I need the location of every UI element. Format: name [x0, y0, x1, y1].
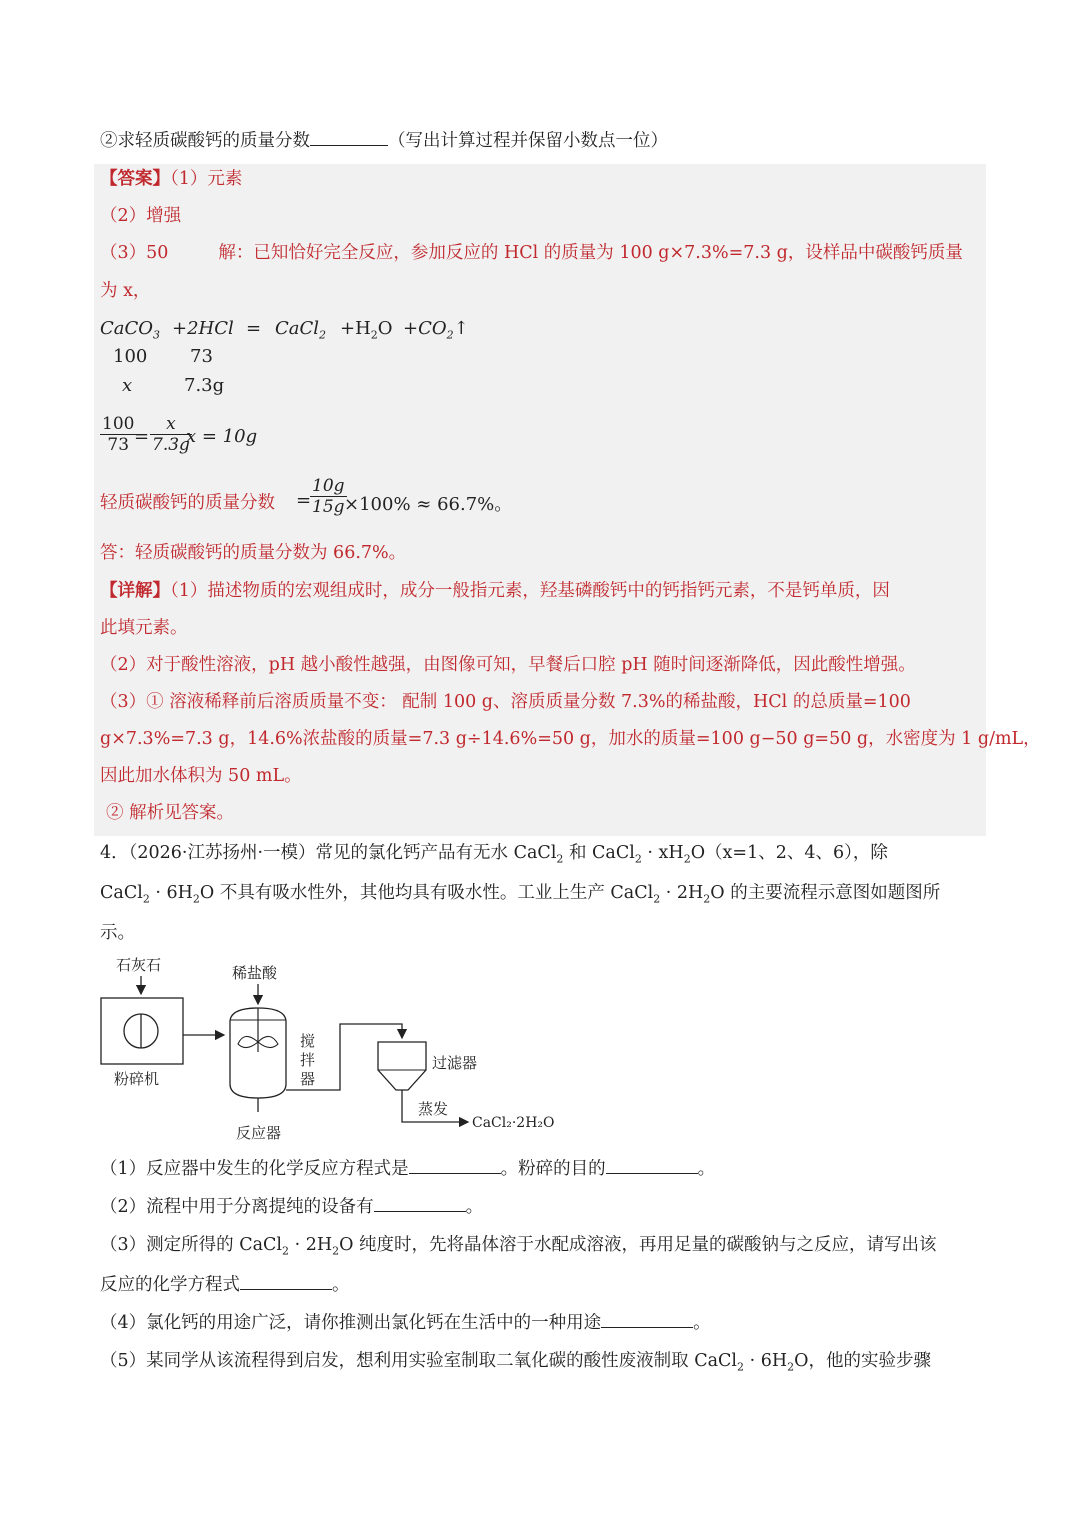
- q4-text: · 2H: [660, 883, 704, 903]
- sub-question-2: [100, 1194, 483, 1220]
- sub-question-3: [100, 1232, 937, 1265]
- answer-blank: [240, 1273, 332, 1290]
- label-limestone: 石灰石: [116, 956, 162, 974]
- eq-equals: =: [246, 318, 262, 339]
- sub-question-text: 。粉碎的目的: [500, 1159, 606, 1179]
- sub-question-text: （2）流程中用于分离提纯的设备有: [100, 1197, 374, 1217]
- answer-1: （1）元素: [170, 169, 243, 189]
- sub-question-text: （4）氯化钙的用途广泛，请你推测出氯化钙在生活中的一种用途: [100, 1313, 602, 1333]
- answer-line-3b: 为 x，: [100, 281, 151, 301]
- sub-question-text: O，他的实验步骤: [794, 1351, 931, 1371]
- eq-caco3-text: CaCO: [100, 318, 154, 339]
- answer-line-3: [100, 240, 963, 266]
- fraction-mass: [310, 476, 347, 517]
- subscript: 2: [282, 1244, 290, 1258]
- sub-question-text: · 2H: [289, 1235, 333, 1255]
- sub-question-text: 反应的化学方程式: [100, 1275, 240, 1295]
- label-stir-2: 拌: [300, 1051, 316, 1069]
- q4-text: O 不具有吸水性外，其他均具有吸水性。工业上生产 CaCl: [199, 883, 654, 903]
- mass-result: ×100% ≈ 66.7%。: [344, 494, 513, 515]
- q4-text: 4．（2026·江苏扬州·一模）常见的氯化钙产品有无水 CaCl: [100, 843, 557, 863]
- question-part2-note: （写出计算过程并保留小数点一位）: [388, 131, 668, 151]
- eq-h2o: $+H_2O$: [340, 318, 393, 342]
- q4-text: 和 CaCl: [563, 843, 635, 863]
- subscript: 2: [332, 1244, 340, 1258]
- question-part2: [100, 128, 668, 154]
- frac-result: x = 10g: [186, 426, 258, 447]
- label-filter: 过滤器: [432, 1054, 478, 1072]
- eq-h2o-tail: O: [377, 318, 393, 339]
- subscript: 2: [703, 892, 711, 906]
- detail-line-4: ② 解析见答案。: [106, 803, 235, 823]
- var-73g: 7.3g: [184, 375, 225, 396]
- eq-caco3: CaCO$_3$: [100, 318, 161, 342]
- sub-question-text: （5）某同学从该流程得到启发，想利用实验室制取二氧化碳的酸性废液制取 CaCl: [100, 1351, 738, 1371]
- mol-73: 73: [190, 346, 213, 367]
- sub-question-text: 。: [697, 1159, 716, 1179]
- eq-arrow: ↑: [453, 318, 469, 339]
- sub-question-text: 。: [465, 1197, 484, 1217]
- subscript: 2: [634, 852, 642, 866]
- label-evaporate: 蒸发: [418, 1100, 449, 1118]
- fraction-num: x: [150, 414, 192, 435]
- eq-co2-text: +CO: [403, 318, 447, 339]
- q4-text: · xH: [641, 843, 684, 863]
- subscript: 2: [683, 852, 691, 866]
- sub-question-5: [100, 1348, 931, 1381]
- subscript: 2: [737, 1360, 745, 1374]
- process-flow-diagram: [96, 952, 616, 1152]
- q4-line-1: [100, 840, 888, 873]
- eq-cacl2-text: CaCl: [275, 318, 320, 339]
- label-reactor: 反应器: [236, 1124, 282, 1142]
- q4-text: CaCl: [100, 883, 143, 903]
- mol-100: 100: [113, 346, 148, 367]
- fraction-den: 73: [107, 435, 130, 455]
- subscript: 2: [556, 852, 564, 866]
- filter-funnel: [378, 1042, 426, 1090]
- final-answer: 答：轻质碳酸钙的质量分数为 66.7%。: [100, 543, 407, 563]
- detail-line-2: （2）对于酸性溶液，pH 越小酸性越强，由图像可知，早餐后口腔 pH 随时间逐渐降低，因此酸性增强。: [100, 655, 916, 675]
- frac-equals: =: [134, 426, 150, 447]
- crusher-box: [101, 998, 183, 1064]
- detail-line-3c: 因此加水体积为 50 mL。: [100, 766, 302, 786]
- answer-blank: [606, 1157, 698, 1174]
- label-stir-3: 器: [300, 1070, 316, 1088]
- question-part2-text: ②求轻质碳酸钙的质量分数: [100, 131, 310, 151]
- subscript: 2: [192, 892, 200, 906]
- q4-text: O 的主要流程示意图如题图所: [710, 883, 941, 903]
- answer-blank: [374, 1195, 466, 1212]
- detail-tag: 【详解】: [100, 581, 170, 601]
- sub-question-text: （3）测定所得的 CaCl: [100, 1235, 283, 1255]
- label-crusher: 粉碎机: [114, 1070, 160, 1088]
- answer-blank: [310, 129, 388, 146]
- eq-co2: $+CO_2↑$: [403, 318, 469, 342]
- eq-h2o-text: +H: [340, 318, 371, 339]
- sub-question-text: O 纯度时，先将晶体溶于水配成溶液，再用足量的碳酸钠与之反应，请写出该: [339, 1235, 937, 1255]
- answer-3-text: 解：已知恰好完全反应，参加反应的 HCl 的质量为 100 g×7.3%=7.3 g，设样品中碳酸钙质量: [218, 243, 963, 263]
- eq-cacl2: CaCl$_2$: [275, 318, 327, 342]
- answer-blank: [601, 1311, 693, 1328]
- q4-line-3: 示。: [100, 923, 135, 943]
- q4-line-2: [100, 880, 940, 913]
- q4-text: O（x=1、2、4、6），除: [690, 843, 888, 863]
- sub-question-1: [100, 1156, 715, 1182]
- eq-hcl: +2HCl: [172, 318, 234, 339]
- answer-blank: [409, 1157, 501, 1174]
- label-stir-1: 搅: [300, 1032, 316, 1050]
- subscript: 2: [142, 892, 150, 906]
- mass-equals: =: [296, 490, 312, 511]
- sub-question-text: · 6H: [744, 1351, 788, 1371]
- fraction-den: 7.3g: [152, 435, 190, 455]
- answer-line-1: [100, 166, 242, 192]
- fraction-den: 15g: [312, 497, 345, 517]
- fraction-num: 100: [102, 414, 135, 434]
- subscript: 2: [653, 892, 661, 906]
- mass-label: 轻质碳酸钙的质量分数: [100, 493, 275, 513]
- label-product: CaCl₂·2H₂O: [472, 1115, 555, 1131]
- var-x: x: [122, 375, 133, 396]
- sub-question-text: 。: [693, 1313, 711, 1333]
- q4-text: · 6H: [149, 883, 193, 903]
- sub-question-text: （1）反应器中发生的化学反应方程式是: [100, 1159, 409, 1179]
- sub-question-text: 。: [332, 1275, 350, 1295]
- detail-1: （1）描述物质的宏观组成时，成分一般指元素，羟基磷酸钙中的钙指钙元素，不是钙单质，因: [170, 581, 890, 601]
- detail-line-1b: 此填元素。: [100, 618, 188, 638]
- fraction-100-73: [100, 414, 136, 455]
- sub-question-3b: [100, 1272, 350, 1298]
- answer-3-num: （3）50: [100, 243, 169, 263]
- detail-line-1: [100, 578, 890, 604]
- detail-line-3: （3）① 溶液稀释前后溶质质量不变： 配制 100 g、溶质质量分数 7.3%的稀盐酸，HCl 的总质量=100: [100, 692, 911, 712]
- detail-line-3b: g×7.3%=7.3 g，14.6%浓盐酸的质量=7.3 g÷14.6%=50 g，加水的质量=100 g−50 g=50 g，水密度为 1 g/mL，: [100, 729, 1041, 749]
- label-hcl: 稀盐酸: [232, 964, 278, 982]
- fraction-num: 10g: [312, 476, 345, 496]
- sub-question-4: [100, 1310, 711, 1336]
- answer-line-2: （2）增强: [100, 206, 182, 226]
- answer-tag: 【答案】: [100, 169, 170, 189]
- subscript: 2: [787, 1360, 795, 1374]
